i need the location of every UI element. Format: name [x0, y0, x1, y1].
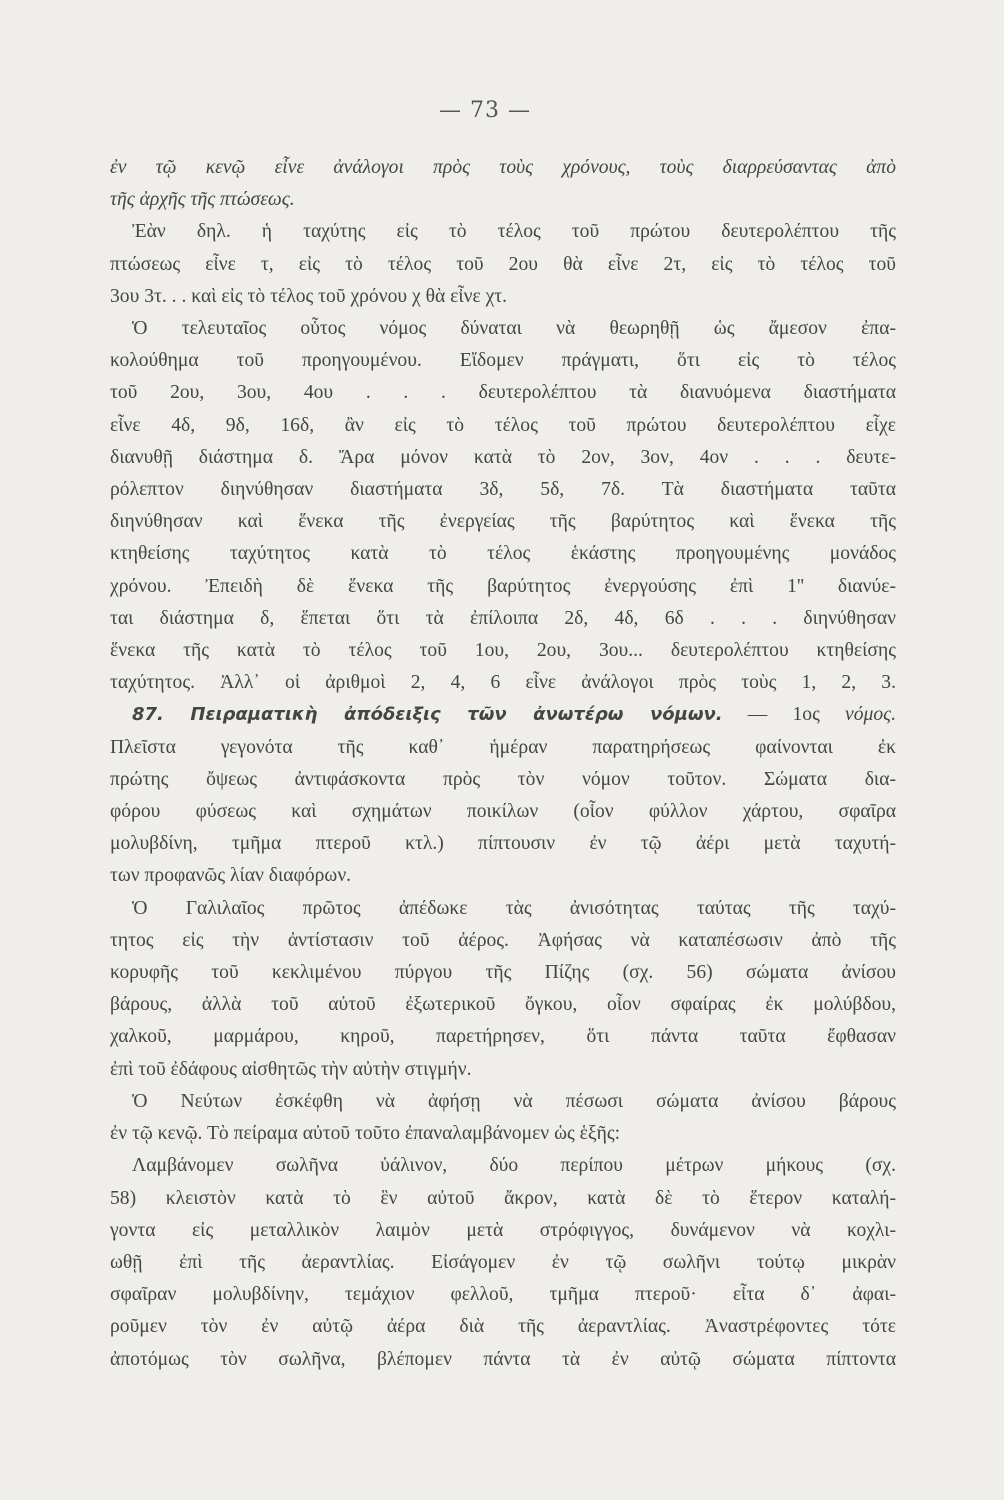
- text-line: των προφανῶς λίαν διαφόρων.: [110, 865, 352, 887]
- text-line: πτώσεως εἶνε τ, εἰς τὸ τέλος τοῦ 2ου θὰ εἶνε 2τ, εἰς τὸ τέλος τοῦ: [110, 253, 896, 275]
- text-line: Ὁ Γαλιλαῖος πρῶτος ἀπέδωκε τὰς ἀνισότητας ταύτας τῆς ταχύ-: [132, 897, 896, 919]
- text-line: χαλκοῦ, μαρμάρου, κηροῦ, παρετήρησεν, ὅτι πάντα ταῦτα ἔφθασαν: [110, 1026, 896, 1048]
- text-line: γοντα εἰς μεταλλικὸν λαιμὸν μετὰ στρόφιγγος, δυνάμενον νὰ κοχλι-: [110, 1219, 896, 1241]
- text-line: 3ου 3τ. . . καὶ εἰς τὸ τέλος τοῦ χρόνου χ θὰ εἶνε χτ.: [110, 285, 508, 307]
- text-line: ἕνεκα τῆς κατὰ τὸ τέλος τοῦ 1ου, 2ου, 3ου... δευτερολέπτου κτηθείσης: [110, 640, 896, 662]
- text-line: ρόλεπτον διηνύθησαν διαστήματα 3δ, 5δ, 7δ. Τὰ διαστήματα ταῦτα: [110, 479, 896, 501]
- text-line: Ὁ Νεύτων ἐσκέφθη νὰ ἀφήσῃ νὰ πέσωσι σώματα ἀνίσου βάρους: [132, 1090, 896, 1112]
- text-line: Ἐὰν δηλ. ἡ ταχύτης εἰς τὸ τέλος τοῦ πρώτου δευτερολέπτου τῆς: [132, 221, 896, 243]
- text-line: εἶνε 4δ, 9δ, 16δ, ἂν εἰς τὸ τέλος τοῦ πρώτου δευτερολέπτου εἶχε: [110, 414, 896, 436]
- section-title: Πειραματικὴ ἀπόδειξις τῶν ἀνωτέρω νόμων.: [190, 704, 723, 726]
- text-line: διανυθῇ διάστημα δ. Ἄρα μόνον κατὰ τὸ 2ον, 3ον, 4ον . . . δευτε-: [110, 446, 896, 468]
- text-line: [110, 699, 896, 731]
- text-line: Λαμβάνομεν σωλῆνα ὑάλινον, δύο περίπου μέτρων μήκους (σχ.: [132, 1155, 896, 1177]
- text-line: ἐπὶ τοῦ ἐδάφους αἰσθητῶς τὴν αὐτὴν στιγμήν.: [110, 1058, 472, 1080]
- text-line: σφαῖραν μολυβδίνην, τεμάχιον φελλοῦ, τμῆμα πτεροῦ· εἶτα δ᾽ ἀφαι-: [110, 1284, 896, 1306]
- text-line: βάρους, ἀλλὰ τοῦ αὐτοῦ ἐξωτερικοῦ ὄγκου, οἷον σφαίρας ἐκ μολύβδου,: [110, 994, 896, 1016]
- text-line: τητος εἰς τὴν ἀντίστασιν τοῦ ἀέρος. Ἀφήσας νὰ καταπέσωσιν ἀπὸ τῆς: [110, 929, 896, 951]
- text-line: 58) κλειστὸν κατὰ τὸ ἓν αὐτοῦ ἄκρον, κατὰ δὲ τὸ ἕτερον καταλή-: [110, 1187, 896, 1209]
- text-line: ἐν τῷ κενῷ. Τὸ πείραμα αὐτοῦ τοῦτο ἐπαναλαμβάνομεν ὡς ἑξῆς:: [110, 1123, 621, 1145]
- text-line: κορυφῆς τοῦ κεκλιμένου πύργου τῆς Πίζης (σχ. 56) σώματα ἀνίσου: [110, 962, 896, 984]
- text-line: Πλεῖστα γεγονότα τῆς καθ᾽ ἡμέραν παρατηρήσεως φαίνονται ἐκ: [110, 736, 896, 758]
- text-line: ἀποτόμως τὸν σωλῆνα, βλέπομεν πάντα τὰ ἐν αὐτῷ σώματα πίπτοντα: [110, 1348, 896, 1370]
- text-line: μολυβδίνη, τμῆμα πτεροῦ κτλ.) πίπτουσιν ἐν τῷ ἀέρι μετὰ ταχυτή-: [110, 833, 896, 855]
- text-line: ροῦμεν τὸν ἐν αὐτῷ ἀέρα διὰ τῆς ἀεραντλίας. Ἀναστρέφοντες τότε: [110, 1316, 896, 1338]
- section-subtitle-italic: νόμος.: [845, 704, 896, 726]
- section-number: 87.: [132, 704, 191, 726]
- text-line: ταχύτητος. Ἀλλ᾽ οἱ ἀριθμοὶ 2, 4, 6 εἶνε ἀνάλογοι πρὸς τοὺς 1, 2, 3.: [110, 672, 896, 694]
- text-line: κολούθημα τοῦ προηγουμένου. Εἴδομεν πράγματι, ὅτι εἰς τὸ τέλος: [110, 350, 896, 372]
- page-number: — 73 —: [439, 98, 531, 123]
- section-subtitle: — 1ος: [722, 704, 846, 726]
- text-line: τοῦ 2ου, 3ου, 4ου . . . δευτερολέπτου τὰ διανυόμενα διαστήματα: [110, 382, 896, 404]
- text-line: κτηθείσης ταχύτητος κατὰ τὸ τέλος ἑκάστης προηγουμένης μονάδος: [110, 543, 896, 565]
- text-line: φόρου φύσεως καὶ σχημάτων ποικίλων (οἷον φύλλον χάρτου, σφαῖρα: [110, 801, 896, 823]
- text-line: ωθῇ ἐπὶ τῆς ἀεραντλίας. Εἰσάγομεν ἐν τῷ σωλῆνι τούτῳ μικρὰν: [110, 1251, 896, 1273]
- text-line: πρώτης ὄψεως ἀντιφάσκοντα πρὸς τὸν νόμον τοῦτον. Σώματα δια-: [110, 768, 896, 790]
- text-line: Ὁ τελευταῖος οὗτος νόμος δύναται νὰ θεωρηθῇ ὡς ἄμεσον ἐπα-: [132, 318, 896, 340]
- text-line: ται διάστημα δ, ἕπεται ὅτι τὰ ἐπίλοιπα 2δ, 4δ, 6δ . . . διηνύθησαν: [110, 607, 896, 629]
- text-line: τῆς ἀρχῆς τῆς πτώσεως.: [110, 189, 295, 211]
- text-line: διηνύθησαν καὶ ἕνεκα τῆς ἐνεργείας τῆς βαρύτητος καὶ ἕνεκα τῆς: [110, 511, 896, 533]
- body-text: [110, 152, 896, 1376]
- text-line: χρόνου. Ἐπειδὴ δὲ ἕνεκα τῆς βαρύτητος ἐνεργούσης ἐπὶ 1'' διανύε-: [110, 575, 896, 597]
- text-line: ἐν τῷ κενῷ εἶνε ἀνάλογοι πρὸς τοὺς χρόνους, τοὺς διαρρεύσαντας ἀπὸ: [110, 157, 896, 178]
